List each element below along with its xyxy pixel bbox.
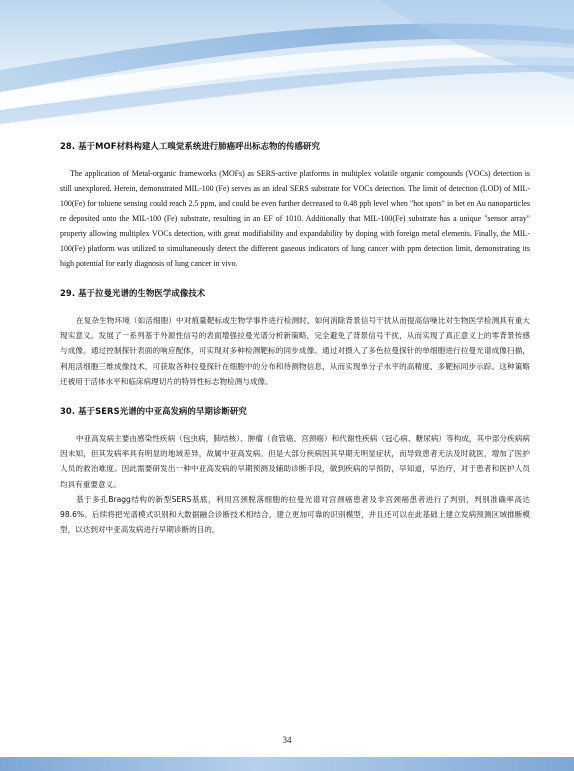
section-paragraph: The application of Metal-organic frameworks (MOFs) as SERS-active platforms in multiplex volatile organic compounds (VOCs) detection is still unexplored. Herein, demonstrated MIL-100 (Fe) serves as an ideal SERS substrate for VOCs detection. The limit of detection (LOD) of MIL-100(Fe) for toluene sensing could reach 2.5 ppm, and could be even further decreased to 0.48 ppb level when "hot spots" in bet en Au nanoparticles re deposited onto the MIL-100 (Fe) substrate, resulting in an EF of 1010. Additionally that MIL-100(Fe) substrate has a unique "sensor array" property allowing multiplex VOCs detection, with great modifiability and expandability by doping with foreign metal elements. Finally, the MIL-100(Fe) platform was utilized to simultaneously detect the different gaseous indicators of lung cancer with ppm detection limit, demonstrating its high potential for early diagnosis of lung cancer in vivo. xyxy=(60,169,530,268)
section-title: 30. 基于SERS光谱的中亚高发病的早期诊断研究 xyxy=(60,406,247,417)
section-paragraph: 基于多孔Bragg结构的新型SERS基底，利用宫颈脱落细胞的拉曼光谱对宫颈癌患者及非宫颈癌患者进行了判别，判别准确率高达98.6%。后续将把光谱模式识别和大数据融合诊断技术相结合，建立更加可靠的识别模型，并且还可以在此基础上建立发病预测区域推断模型，以达到对中亚高发病进行早期诊断的目的。 xyxy=(60,494,530,535)
header-decoration xyxy=(0,0,574,130)
section-30 xyxy=(60,405,530,537)
section-title: 28. 基于MOF材料构建人工嗅觉系统进行肺癌呼出标志物的传感研究 xyxy=(60,141,320,151)
section-paragraph: 在复杂生物环境（如活细胞）中对痕量靶标或生物学事件进行检测时，如何消除背景信号干扰从而提高信噪比对生物医学检测具有重大现实意义。发展了一系列基于外源性信号的表面增强拉曼光谱分析新策略，完全避免了背景信号干扰，从而实现了真正意义上的零背景传感与成像。通过控制探针表面的响应配体，可实现对多种检测靶标的同步成像。通过对摄入了多色拉曼探针的单细胞进行拉曼光谱成像扫描，利用活细胞三维成像技术，可获取各种拉曼探针在细胞中的分布和待测物信息，从而实现单分子水平的高精度、多靶标同步示踪。这种策略还被用于活体水平和临床病理切片的特异性标志物检测与成像。 xyxy=(60,316,530,386)
footer-band xyxy=(0,757,574,771)
section-29 xyxy=(60,287,530,389)
section-28 xyxy=(60,140,530,271)
section-paragraph: 中亚高发病主要由感染性疾病（包虫病，肺结核）、肿瘤（食管癌、宫颈癌）和代谢性疾病（冠心病、糖尿病）等构成，其中部分疾病病因未知，但其发病率具有明显的地域差异，故属中亚高发病。但是大部分疾病因其早期无明显症状，而导致患者无法及时就医，增加了医护人员的救治难度。因此需要研发出一种中亚高发病的早期预测及辅助诊断手段，做到疾病的早预防，早知道，早治疗，对于患者和医护人员均具有重要意义。 xyxy=(60,434,530,489)
page-number: 34 xyxy=(282,735,292,745)
main-content xyxy=(60,140,530,553)
section-title: 29. 基于拉曼光谱的生物医学成像技术 xyxy=(60,288,206,298)
